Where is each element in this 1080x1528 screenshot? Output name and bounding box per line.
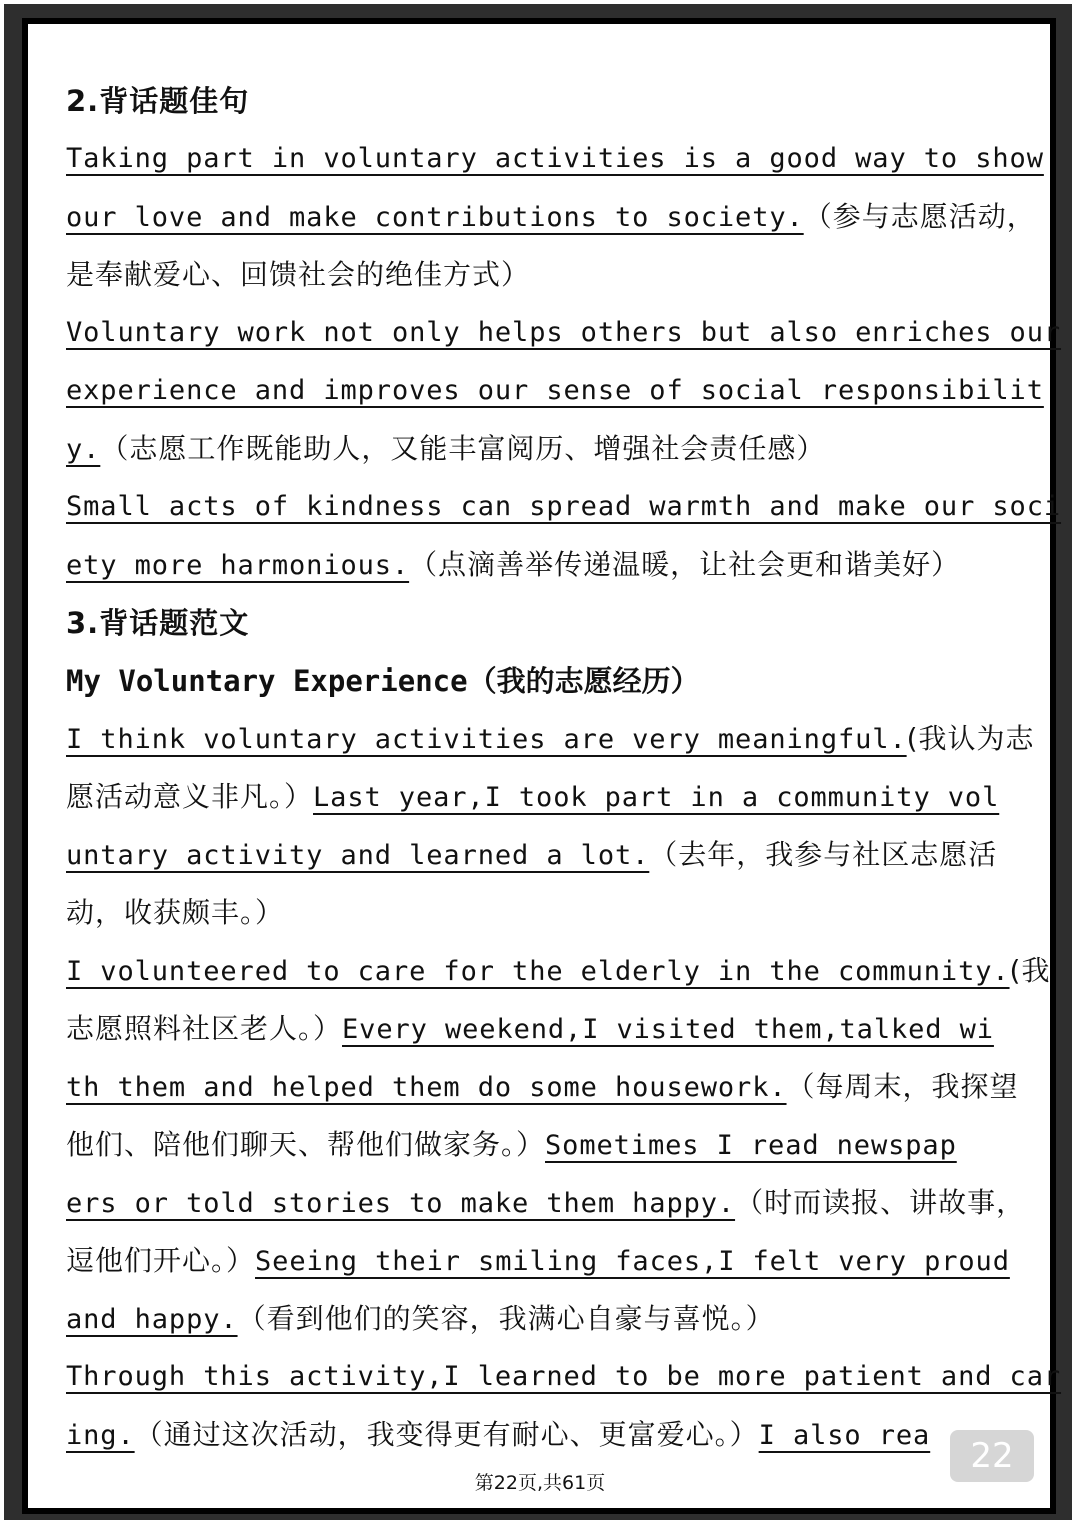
text-line [66, 246, 1012, 304]
underlined-sentence: I think voluntary activities are very meaningful. [66, 724, 907, 755]
underlined-sentence: Voluntary work not only helps others but also enriches our [66, 317, 1062, 348]
underlined-sentence: experience and improves our sense of social responsibilit [66, 375, 1044, 406]
underlined-sentence: ety more harmonious. [66, 550, 410, 581]
text-line [66, 536, 1012, 594]
underlined-sentence: th them and helped them do some housework. [66, 1072, 787, 1103]
section-heading-3: 3.背话题范文 [66, 606, 250, 640]
underlined-sentence: ers or told stories to make them happy. [66, 1188, 736, 1219]
translation: 是奉献爱心、回馈社会的绝佳方式） [66, 258, 531, 291]
text-line [66, 1406, 1012, 1464]
translation: （通过这次活动，我变得更有耐心、更富爱心。） [134, 1418, 759, 1451]
underlined-sentence: Every weekend,I visited them,talked wi [342, 1014, 994, 1045]
text-line [66, 362, 1044, 420]
text-line [66, 768, 1012, 826]
text-line [66, 1290, 1012, 1348]
document-body [66, 72, 1062, 1464]
translation: （点滴善举传递温暖，让社会更和谐美好） [409, 548, 961, 581]
underlined-sentence: Small acts of kindness can spread warmth and make our soci [66, 491, 1062, 522]
page-number-badge: 22 [950, 1430, 1034, 1482]
translation: （看到他们的笑容，我满心自豪与喜悦。） [237, 1302, 775, 1335]
translation: （去年，我参与社区志愿活 [649, 838, 998, 871]
text-line [66, 1174, 1026, 1232]
underlined-sentence: Through this activity,I learned to be more patient and car [66, 1361, 1062, 1392]
underlined-sentence: Sometimes I read newspap [545, 1130, 957, 1161]
essay-title: My Voluntary Experience（我的志愿经历） [66, 664, 700, 698]
translation: （参与志愿活动， [803, 200, 1036, 233]
text-line [66, 710, 1035, 768]
text-line [66, 1348, 1062, 1406]
translation: （每周末，我探望 [786, 1070, 1019, 1103]
text-line [66, 1232, 1012, 1290]
underlined-sentence: Taking part in voluntary activities is a good way to show [66, 143, 1044, 174]
text-line [66, 826, 1012, 884]
section-heading-2: 2.背话题佳句 [66, 84, 250, 118]
underlined-sentence: Seeing their smiling faces,I felt very proud [255, 1246, 1010, 1277]
text-line [66, 420, 1012, 478]
underlined-sentence: ing. [66, 1420, 135, 1451]
underlined-sentence: and happy. [66, 1304, 238, 1335]
translation: （志愿工作既能助人，又能丰富阅历、增强社会责任感） [100, 432, 826, 465]
underlined-sentence: I also rea [758, 1420, 931, 1451]
translation: (我 [1009, 954, 1051, 987]
translation: （时而读报、讲故事， [735, 1186, 1026, 1219]
underlined-sentence: y. [66, 434, 101, 465]
translation: 动，收获颇丰。） [66, 896, 285, 929]
translation: 逗他们开心。） [66, 1244, 256, 1277]
text-line [66, 1058, 1019, 1116]
page-footer: 第22页,共61页 [474, 1472, 606, 1494]
text-line [66, 1000, 1012, 1058]
text-line [66, 130, 1044, 188]
text-line [66, 884, 1012, 942]
text-line [66, 188, 1036, 246]
text-line [66, 304, 1062, 362]
translation: 愿活动意义非凡。） [66, 780, 314, 813]
underlined-sentence: Last year,I took part in a community vol [313, 782, 1000, 813]
text-line [66, 1116, 1012, 1174]
translation: 他们、陪他们聊天、帮他们做家务。） [66, 1128, 546, 1161]
text-line [66, 478, 1062, 536]
text-line [66, 942, 1051, 1000]
translation: 志愿照料社区老人。） [66, 1012, 343, 1045]
underlined-sentence: our love and make contributions to society. [66, 202, 804, 233]
translation: (我认为志 [906, 722, 1035, 755]
underlined-sentence: untary activity and learned a lot. [66, 840, 650, 871]
underlined-sentence: I volunteered to care for the elderly in the community. [66, 956, 1010, 987]
